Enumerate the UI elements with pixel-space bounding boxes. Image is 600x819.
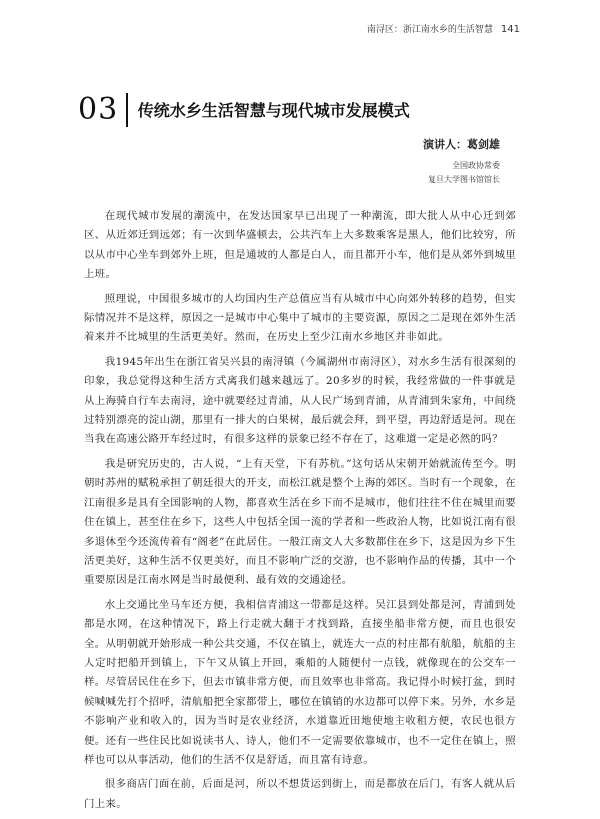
chapter-number: 03: [78, 92, 119, 127]
chapter-title: 传统水乡生活智慧与现代城市发展模式: [137, 101, 410, 120]
paragraph-1: 在现代城市发展的潮流中，在发达国家早已出现了一种潮流，即大批人从中心迁到郊区、从近郊迁到远郊；有一次到华盛顿去，公共汽车上大多数乘客是黑人，他们比较穷，所以从市中心坐车到郊外上班，但是通坡的人都是白人，而且都开小车，他们是从郊外到城里上班。: [84, 210, 516, 281]
speaker-line: 演讲人：葛剑雄: [423, 138, 500, 151]
page-number: 141: [500, 24, 520, 35]
speaker-affiliation-2: 复旦大学图书馆馆长: [428, 175, 500, 184]
paragraph-3: 我1945年出生在浙江省吴兴县的南浔镇（今属湖州市南浔区），对水乡生活有很深刻的印象，我总觉得这种生活方式离我们越来越远了。20多岁的时候，我经常做的一件事就是从上海骑自行车去南浔，途中就要经过青浦，从人民广场到青浦，从青浦到朱家角，中间绕过特别漂亮的淀山湖，那里有一排大的白果树，最后就会拜，到平望，再边舒适是河。现在当我在高速公路开车经过时，有很多这样的景象已经不存在了，这难道一定是必然的吗？: [84, 355, 516, 446]
speaker-affiliation-1: 全国政协常委: [452, 161, 500, 170]
paragraph-4: 我是研究历史的，古人说，“上有天堂，下有苏杭。”这句话从宋朝开始就流传至今。明朝时苏州的赋税承担了朝廷很大的开支，而松江就是整个上海的郊区。当时有一个现象，在江南很多是具有全国影响的人物，都喜欢生活在乡下而不是城市，他们往往不住在城里而要住在镇上，甚至住在乡下，这些人中包括全国一流的学者和一些政治人物，比如说江南有很多退休至今还流传着有“阁老”在此居住。一般江南文人大多数都住在乡下，这是因为乡下生活更美好，这种生活不仅更美好，而且不影响广泛的交游，也不影响作品的传播，其中一个重要原因是江南水网是当时最便利、最有效的交通途径。: [84, 457, 516, 587]
chapter-heading: [78, 92, 410, 127]
paragraph-2: 照理说，中国很多城市的人均国内生产总值应当有从城市中心向郊外转移的趋势，但实际情况并不是这样，原因之一是城市中心集中了城市的主要资源，原因之二是现在郊外生活着来并不比城里的生活更美好。然而，在历史上至少江南水乡地区并非如此。: [84, 292, 516, 344]
running-title: 南浔区：浙江南水乡的生活智慧: [366, 25, 493, 35]
running-header: [367, 22, 520, 35]
chapter-divider: [126, 93, 128, 127]
body-text: [84, 207, 516, 819]
paragraph-6: 很多商店门面在前，后面是河，所以不想货运到街上，而是都放在后门，有客人就从后门上来。: [84, 778, 516, 810]
paragraph-5: 水上交通比坐马车还方便，我相信青浦这一带都是这样。吴江县到处都是河，青浦到处都是水网，在这种情况下，路上行走就大翻于才找到路，直接坐船非常方便，而且也很安全。从明朝就开始形成一种公共交通，不仅在镇上，就连大一点的村庄都有航船，航船的主人定时把船开到镇上，下午又从镇上开回，乘船的人随便付一点钱，就像现在的公交车一样。尽管居民住在乡下，但去市镇非常方便，而且效率也非常高。我记得小时候打盆，到时候喊喊先打个招呼，清航船把全家都带上，哪位在镇销的水边都可以停下来。另外，水乡是不影响产业和收入的，因为当时是农业经济，水道靠近田地使地主收租方便，农民也很方便。还有一些住民比如说读书人、诗人，他们不一定需要依靠城市，也不一定住在镇上，照样也可以从事活动，他们的生活不仅是舒适，而且富有诗意。: [84, 598, 516, 766]
